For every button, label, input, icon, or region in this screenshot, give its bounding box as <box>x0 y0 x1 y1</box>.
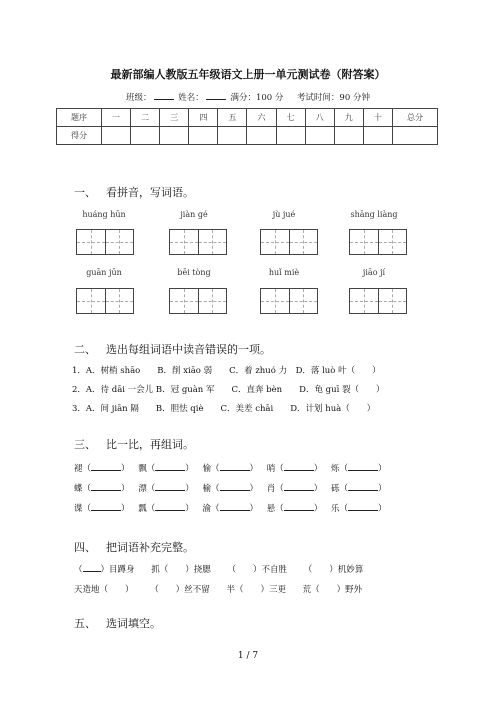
score-label: 满分：100 分 <box>230 93 284 103</box>
idiom-row <box>74 583 368 595</box>
word-item[interactable]: 肖（ ） <box>266 484 323 494</box>
section-1-heading <box>74 184 194 200</box>
score-cell[interactable] <box>305 127 334 145</box>
score-cell[interactable] <box>363 127 392 145</box>
score-cell[interactable] <box>247 127 276 145</box>
idiom-item[interactable]: （ ）丝不留 <box>150 585 210 595</box>
choice-question: 3．A．间 jiān 隔 B．胆怯 qiè C．美差 chāi D．计划 huà（ ） <box>72 404 376 414</box>
score-header-cell: 十 <box>363 109 392 127</box>
section-2-heading <box>74 341 271 357</box>
word-item[interactable]: 烁（ ） <box>331 464 387 474</box>
score-row-label: 得分 <box>57 127 102 145</box>
pinyin-label: huáng hūn <box>82 210 126 219</box>
score-header-cell: 二 <box>131 109 160 127</box>
score-header-cell: 八 <box>305 109 334 127</box>
pinyin-label: bēi tòng <box>177 268 211 277</box>
word-item[interactable]: 榆（ ） <box>202 484 259 494</box>
section-text: 选出每组词语中读音错误的一项。 <box>106 343 271 356</box>
word-item[interactable]: 愉（ ） <box>202 464 259 474</box>
section-text: 比一比，再组词。 <box>106 438 194 451</box>
writing-grid[interactable] <box>349 229 407 255</box>
idiom-item[interactable]: （ ）机妙算 <box>303 565 364 575</box>
pinyin-label: shāng liàng <box>350 210 398 219</box>
idiom-item[interactable]: 半（ ）三更 <box>226 585 286 595</box>
score-header-cell: 五 <box>218 109 247 127</box>
score-cell[interactable] <box>131 127 160 145</box>
word-item[interactable]: 蝶（ ） <box>74 484 130 494</box>
score-cell[interactable] <box>189 127 218 145</box>
name-label: 姓名： <box>178 93 204 103</box>
idiom-row <box>74 563 369 575</box>
word-item[interactable]: 渝（ ） <box>202 504 259 514</box>
score-header-cell: 七 <box>276 109 305 127</box>
score-cell[interactable] <box>276 127 305 145</box>
pinyin-label: huǐ miè <box>268 268 300 277</box>
choice-question: 2．A．待 dāi 一会儿 B．冠 guàn 军 C．直奔 bèn D．龟 guī 裂（ ） <box>72 385 385 395</box>
pinyin-label: guān jūn <box>86 268 122 277</box>
word-group-row <box>74 482 393 494</box>
class-label: 班级： <box>126 93 152 103</box>
choice-question: 1．A．树梢 shāo B．削 xiāo 弱 C．着 zhuó 力 D．落 luò 叶（ ） <box>72 366 381 376</box>
section-number: 四、 <box>74 541 96 554</box>
exam-info <box>0 91 496 103</box>
writing-grid[interactable] <box>169 288 227 314</box>
score-header-cell: 一 <box>102 109 131 127</box>
score-cell[interactable] <box>393 127 438 145</box>
score-header-row <box>57 109 438 127</box>
score-cell[interactable] <box>160 127 189 145</box>
name-blank[interactable] <box>206 92 226 100</box>
score-cell[interactable] <box>218 127 247 145</box>
word-item[interactable]: 褪（ ） <box>74 464 130 474</box>
page-number: 1 / 7 <box>237 651 259 661</box>
word-item[interactable]: 漂（ ） <box>138 484 194 494</box>
section-text: 看拼音，写词语。 <box>106 186 194 199</box>
word-group-row <box>74 502 393 514</box>
word-item[interactable]: 瓢（ ） <box>138 504 194 514</box>
idiom-item[interactable]: 抓（ ）挠腮 <box>151 565 211 575</box>
writing-grid[interactable] <box>260 288 318 314</box>
score-header-cell: 六 <box>247 109 276 127</box>
pinyin-label: jiāo jí <box>362 268 386 277</box>
section-3-heading <box>74 436 194 452</box>
section-number: 五、 <box>74 617 96 630</box>
idiom-item[interactable]: 荒（ ）野外 <box>302 585 363 595</box>
section-number: 一、 <box>74 186 96 199</box>
score-cell[interactable] <box>334 127 363 145</box>
word-item[interactable]: 飘（ ） <box>138 464 194 474</box>
writing-grid[interactable] <box>260 229 318 255</box>
pinyin-label: jù jué <box>272 210 296 219</box>
score-cell[interactable] <box>102 127 131 145</box>
score-header-cell: 九 <box>334 109 363 127</box>
writing-grid[interactable] <box>349 288 407 314</box>
page-title: 最新部编人教版五年级语文上册一单元测试卷（附答案） <box>110 68 386 81</box>
score-table <box>56 108 438 145</box>
idiom-item[interactable]: 天造地（ ） <box>74 585 134 595</box>
score-header-cell: 总分 <box>393 109 438 127</box>
section-number: 二、 <box>74 343 96 356</box>
writing-grid[interactable] <box>169 229 227 255</box>
word-item[interactable]: 谍（ ） <box>74 504 130 514</box>
section-5-heading <box>74 615 161 631</box>
writing-grid[interactable] <box>76 288 134 314</box>
word-item[interactable]: 哨（ ） <box>266 464 323 474</box>
score-value-row <box>57 127 438 145</box>
word-item[interactable]: 乐（ ） <box>331 504 387 514</box>
word-item[interactable]: 悬（ ） <box>266 504 323 514</box>
word-item[interactable]: 砾（ ） <box>331 484 387 494</box>
idiom-item[interactable]: （ ）目蹲身 <box>74 565 135 575</box>
idiom-item[interactable]: （ ）不自胜 <box>227 565 287 575</box>
score-header-cell: 题序 <box>57 109 102 127</box>
section-text: 把词语补充完整。 <box>106 541 194 554</box>
score-header-cell: 三 <box>160 109 189 127</box>
section-4-heading <box>74 539 194 555</box>
section-text: 选词填空。 <box>106 617 161 630</box>
section-number: 三、 <box>74 438 96 451</box>
pinyin-label: jiàn gé <box>180 210 208 219</box>
time-label: 考试时间：90 分钟 <box>296 93 370 103</box>
writing-grid[interactable] <box>76 229 134 255</box>
word-group-row <box>74 462 393 474</box>
class-blank[interactable] <box>154 92 174 100</box>
score-header-cell: 四 <box>189 109 218 127</box>
